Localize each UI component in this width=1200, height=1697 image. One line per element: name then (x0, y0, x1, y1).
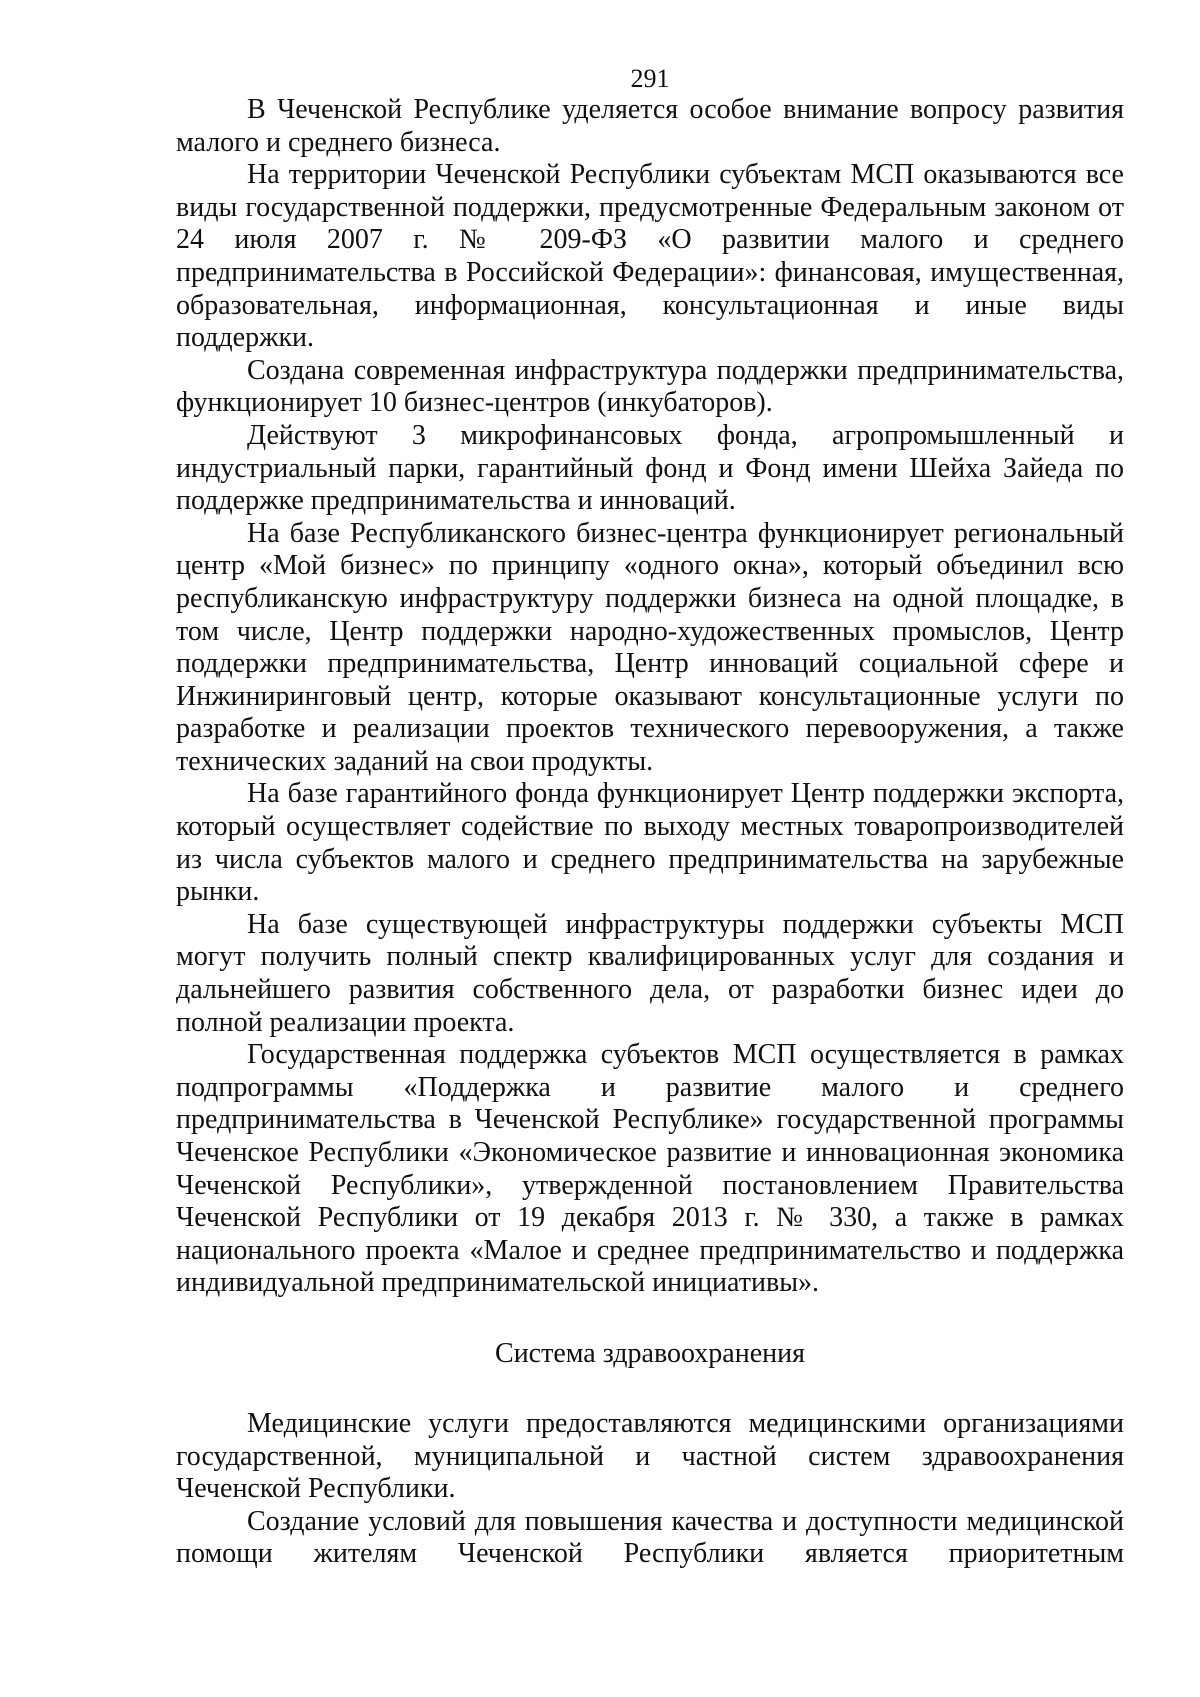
section-title: Система здравоохранения (495, 1337, 805, 1369)
paragraph-infrastructure: Создана современная инфраструктура поддержки предпринимательства, функционирует 10 бизнес-центров (инкубаторов). (176, 354, 1124, 419)
paragraph-my-business-center: На базе Республиканского бизнес-центра функционирует региональный центр «Мой бизнес» по принципу «одного окна», который объединил всю республиканскую инфраструктуру поддержки бизнеса на одной площадке, в том числе, Центр поддержки народно-художественных промыслов, Центр поддержки предпринимательства, Центр инноваций социальной сфере и Инжиниринговый центр, которые оказывают консультационные услуги по разработке и реализации проектов технического перевооружения, а также технических заданий на свои продукты. (176, 517, 1124, 777)
paragraph-services-spectrum: На базе существующей инфраструктуры поддержки субъекты МСП могут получить полный спектр квалифицированных услуг для создания и дальнейшего развития собственного дела, от разработки бизнес идеи до полной реализации проекта. (176, 908, 1124, 1038)
paragraph-medical-quality: Создание условий для повышения качества и доступности медицинской помощи жителям Чеченской Республики является приоритетным (176, 1505, 1124, 1570)
paragraph-export-center: На базе гарантийного фонда функционирует Центр поддержки экспорта, который осуществляет содействие по выходу местных товаропроизводителей из числа субъектов малого и среднего предпринимательства на зарубежные рынки. (176, 778, 1124, 908)
paragraph-msp-attention: В Чеченской Республике уделяется особое внимание вопросу развития малого и среднего бизнеса. (176, 94, 1124, 158)
paragraph-medical-services: Медицинские услуги предоставляются медицинскими организациями государственной, муниципальной и частной систем здравоохранения Чеченской Республики. (176, 1407, 1124, 1505)
paragraph-state-support: На территории Чеченской Республики субъектам МСП оказываются все виды государственной поддержки, предусмотренные Федеральным законом от 24 июля 2007 г. № 209-ФЗ «О развитии малого и среднего предпринимательства в Российской Федерации»: финансовая, имущественная, образовательная, информационная, консультационная и иные виды поддержки. (176, 159, 1124, 354)
paragraph-state-program: Государственная поддержка субъектов МСП осуществляется в рамках подпрограммы «Поддержка и развитие малого и среднего предпринимательства в Чеченской Республике» государственной программы Чеченское Республики «Экономическое развитие и инновационная экономика Чеченской Республики», утвержденной постановлением Правительства Чеченской Республики от 19 декабря 2013 г. № 330, а также в рамках национального проекта «Малое и среднее предпринимательство и поддержка индивидуальной предпринимательской инициативы». (176, 1039, 1124, 1299)
page-number: 291 (630, 64, 670, 93)
paragraph-funds: Действуют 3 микрофинансовых фонда, агропромышленный и индустриальный парки, гарантийный фонд и Фонд имени Шейха Зайеда по поддержке предпринимательства и инноваций. (176, 419, 1124, 517)
document-page (176, 64, 1124, 1571)
